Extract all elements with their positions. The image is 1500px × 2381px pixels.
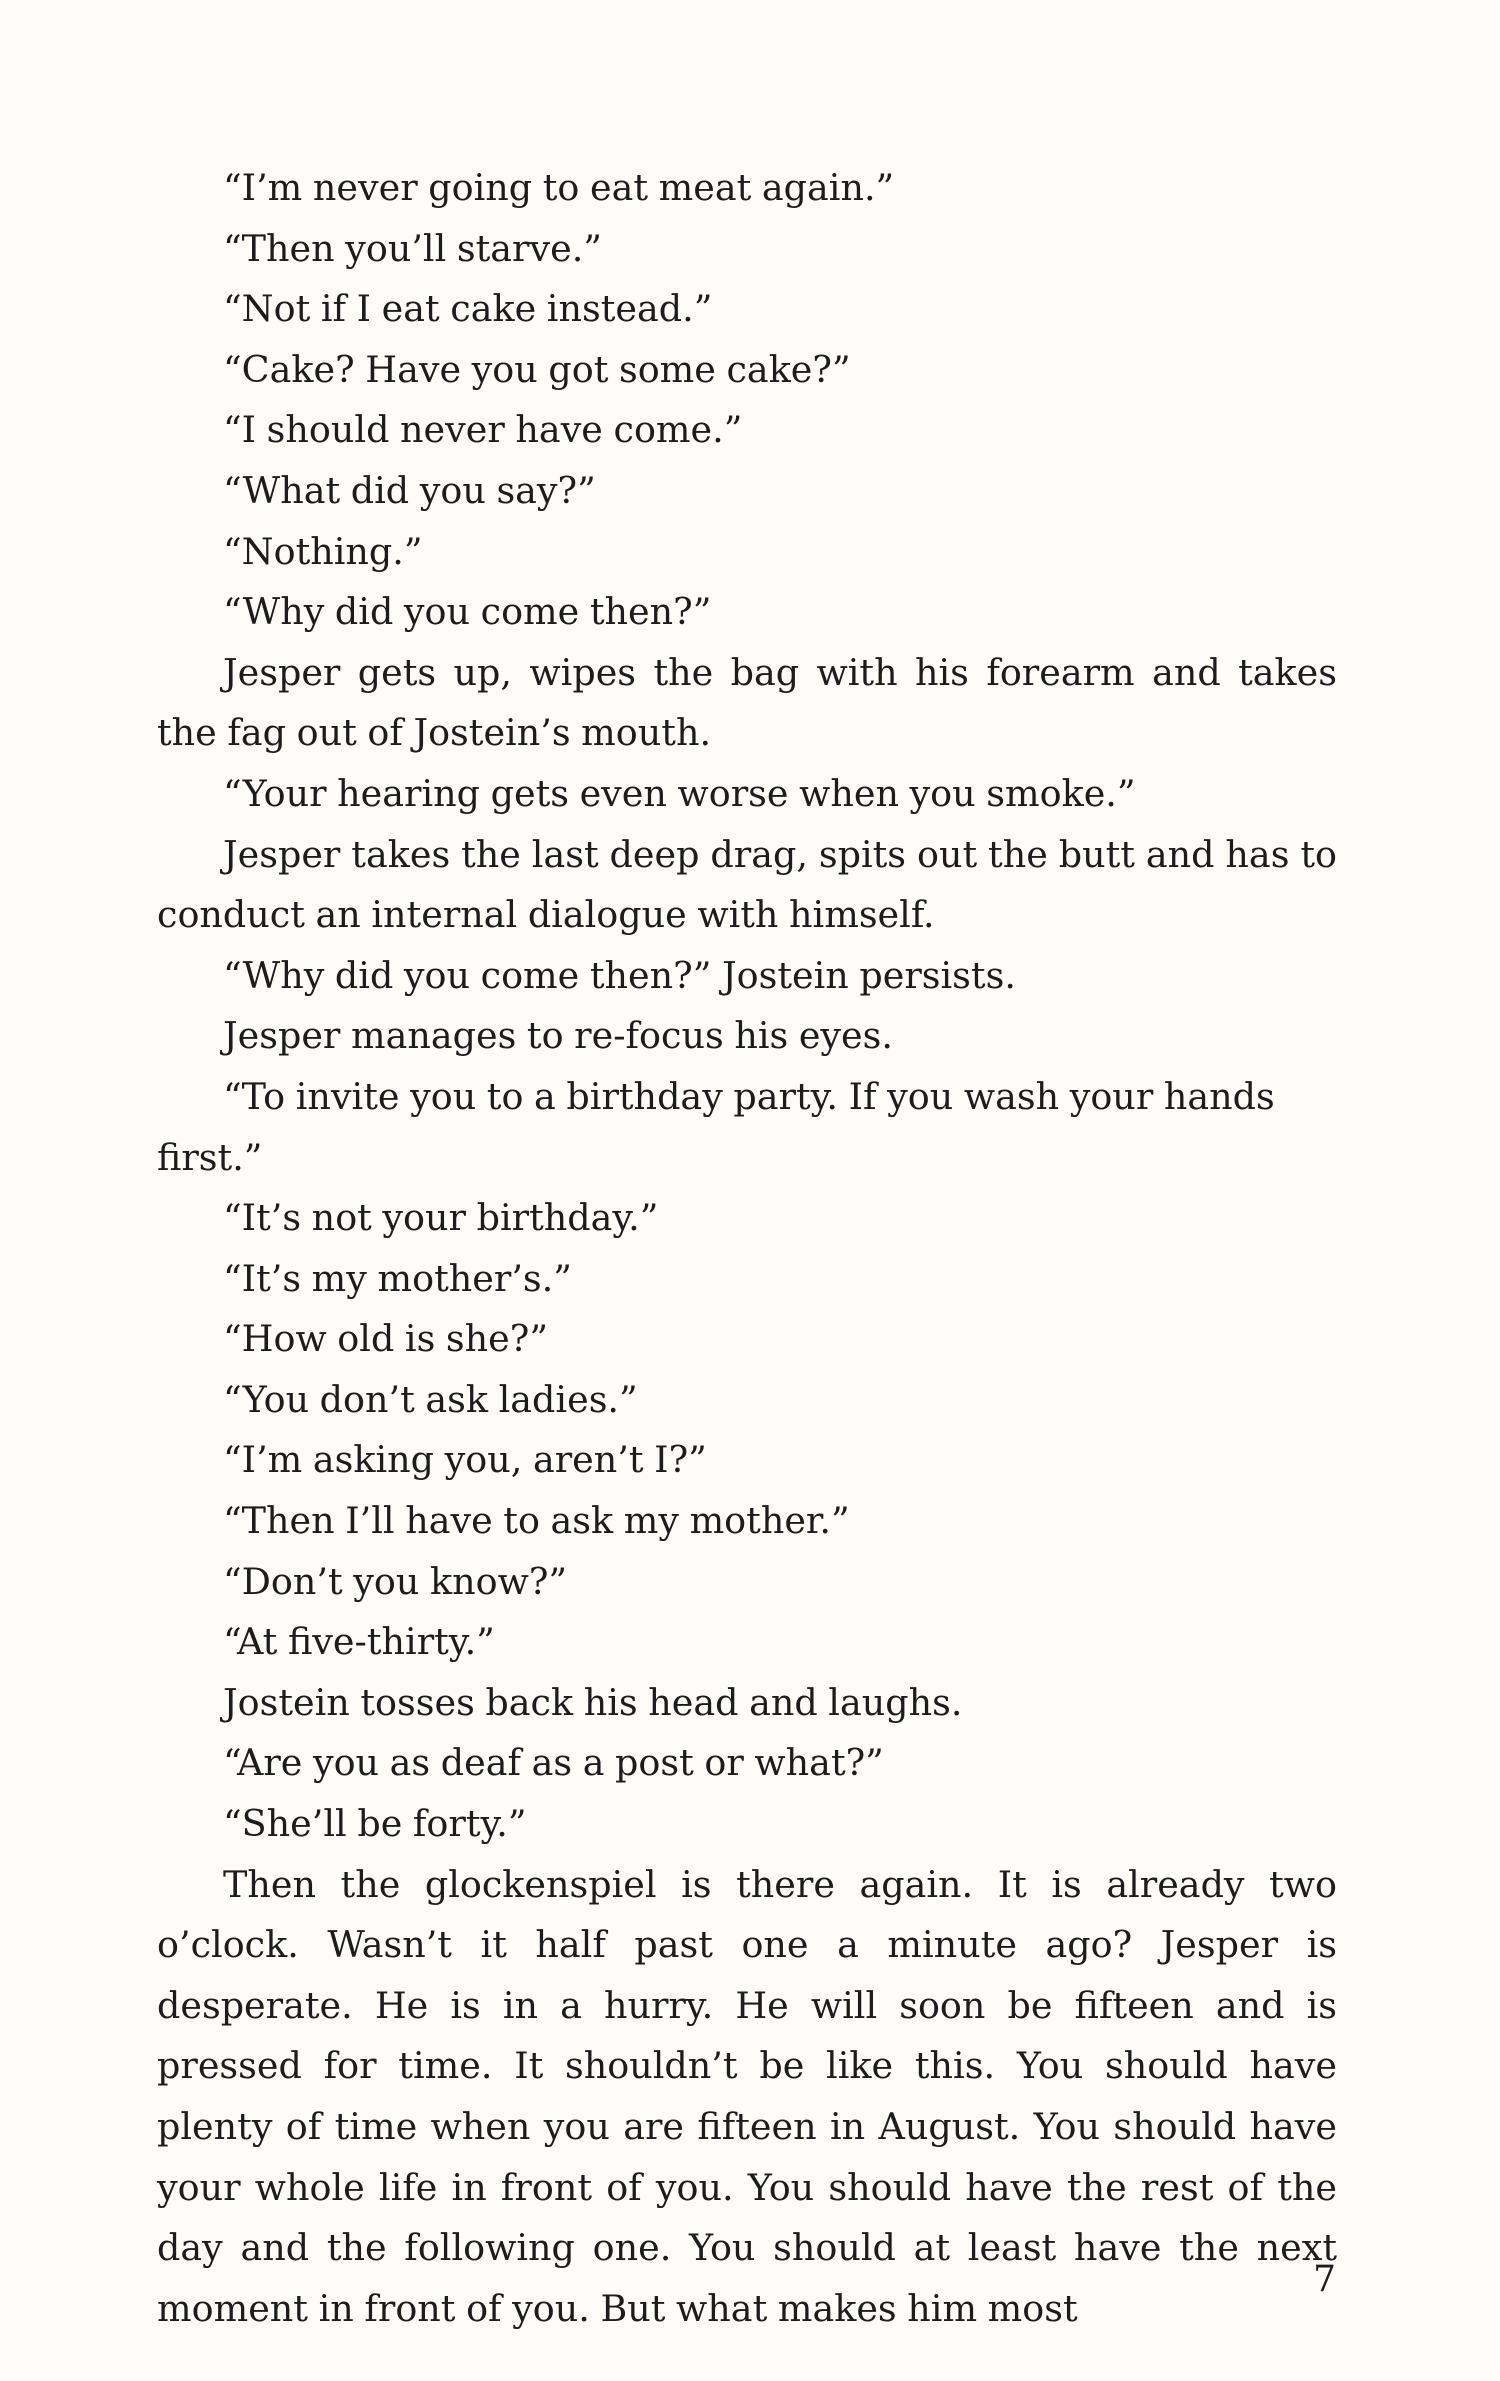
- paragraph: Jesper manages to re-focus his eyes.: [223, 1014, 893, 1058]
- paragraph: “Don’t you know?”: [223, 1559, 568, 1603]
- paragraph: “To invite you to a birthday party. If you wash your hands first.”: [157, 1074, 1275, 1179]
- paragraph: “Nothing.”: [223, 529, 423, 573]
- body-text: [157, 158, 1337, 2339]
- paragraph: Jesper gets up, wipes the bag with his forearm and takes the fag out of Jostein’s mouth.: [157, 650, 1337, 755]
- paragraph: “Then you’ll starve.”: [223, 226, 602, 270]
- paragraph: “Are you as deaf as a post or what?”: [223, 1741, 884, 1785]
- paragraph: “I’m never going to eat meat again.”: [223, 166, 895, 209]
- paragraph: “Then I’ll have to ask my mother.”: [223, 1499, 850, 1543]
- paragraph: Jostein tosses back his head and laughs.: [223, 1680, 963, 1724]
- paragraph: Jesper takes the last deep drag, spits out the butt and has to conduct an internal dialogue with himself.: [157, 832, 1337, 937]
- paragraph: “She’ll be forty.”: [223, 1802, 527, 1846]
- page-number: 7: [1313, 2259, 1336, 2300]
- paragraph: “Why did you come then?” Jostein persists.: [223, 953, 1016, 997]
- paragraph: “Cake? Have you got some cake?”: [223, 347, 851, 391]
- paragraph: “I should never have come.”: [223, 408, 743, 452]
- paragraph: “Not if I eat cake instead.”: [223, 287, 713, 331]
- paragraph: “How old is she?”: [223, 1317, 549, 1361]
- paragraph: “You don’t ask ladies.”: [223, 1377, 638, 1421]
- paragraph: “Why did you come then?”: [223, 590, 712, 634]
- paragraph: “At five-thirty.”: [223, 1620, 495, 1664]
- paragraph: “It’s my mother’s.”: [223, 1256, 572, 1300]
- paragraph: Then the glockenspiel is there again. It is already two o’clock. Wasn’t it half past one a minute ago? Jesper is desperate. He is in a hurry. He will soon be fifteen and is pressed for time. It shouldn’t be like this. You should have plenty of time when you are fifteen in August. You should have your whole life in front of you. You should have the rest of the day and the following one. You should at least have the next moment in front of you. But what makes him most: [157, 1862, 1337, 2330]
- paragraph: “What did you say?”: [223, 468, 596, 512]
- paragraph: “I’m asking you, aren’t I?”: [223, 1438, 707, 1482]
- paragraph: “Your hearing gets even worse when you smoke.”: [223, 771, 1136, 815]
- paragraph: “It’s not your birthday.”: [223, 1196, 659, 1240]
